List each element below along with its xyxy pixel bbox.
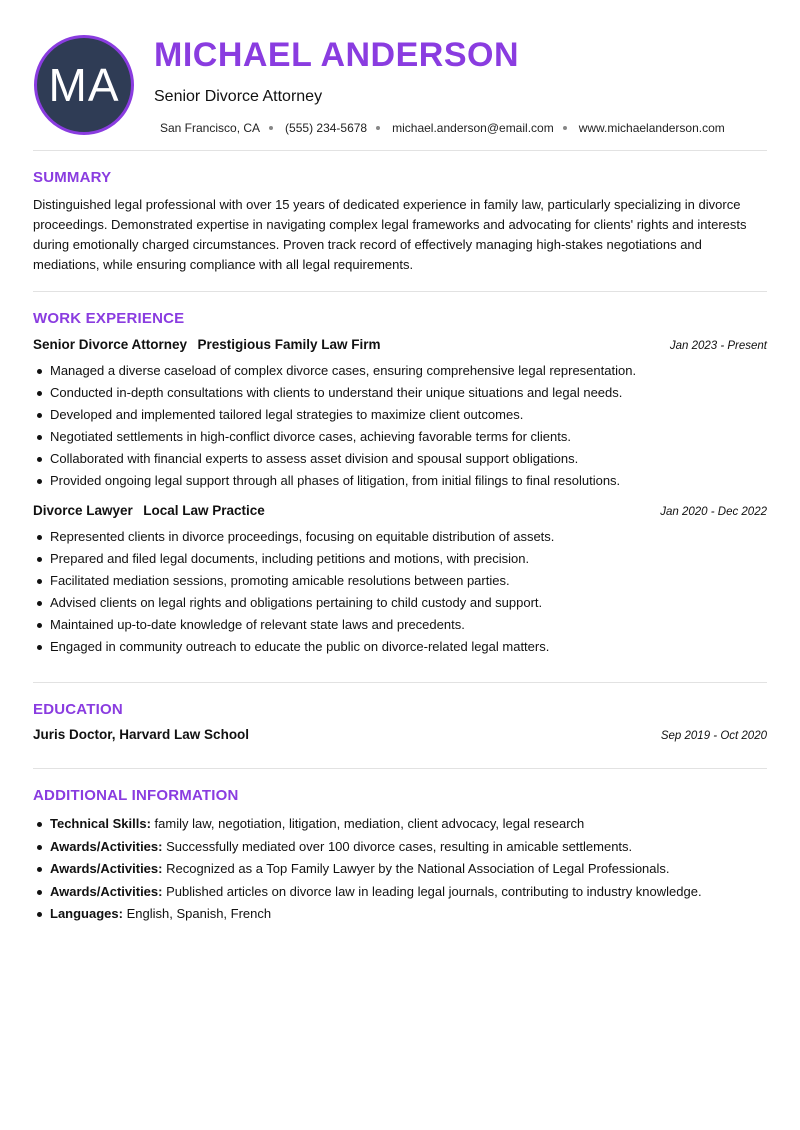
info-text: family law, negotiation, litigation, mediation, client advocacy, legal research (154, 816, 585, 831)
job-bullets (33, 360, 767, 492)
contact-phone: (555) 234-5678 (285, 121, 368, 135)
job-role: Divorce Lawyer (33, 503, 133, 518)
education-degree: Juris Doctor, Harvard Law School (33, 727, 250, 742)
info-label: Awards/Activities: (50, 883, 163, 899)
section-heading-education: EDUCATION (33, 701, 123, 718)
contact-website[interactable]: www.michaelanderson.com (578, 121, 725, 135)
job-date: Jan 2020 - Dec 2022 (660, 506, 767, 518)
info-label: Technical Skills: (50, 816, 151, 831)
list-item (33, 813, 767, 836)
section-heading-summary: SUMMARY (33, 169, 112, 186)
list-item: Managed a diverse caseload of complex divorce cases, ensuring comprehensive legal representation. (33, 360, 767, 382)
job-company: Prestigious Family Law Firm (197, 337, 381, 352)
job-role: Senior Divorce Attorney (33, 337, 188, 352)
list-item: Provided ongoing legal support through all phases of litigation, from initial filings to final resolutions. (33, 470, 767, 492)
info-label: Awards/Activities: (50, 861, 163, 876)
list-item: Represented clients in divorce proceedings, focusing on equitable distribution of assets. (33, 526, 767, 548)
job-company: Local Law Practice (143, 503, 265, 518)
separator-dot-icon (563, 126, 567, 130)
candidate-name: MICHAEL ANDERSON (154, 36, 520, 74)
contact-email[interactable]: michael.anderson@email.com (392, 121, 554, 135)
separator-dot-icon (376, 126, 380, 130)
list-item (33, 903, 767, 926)
list-item (33, 881, 767, 904)
section-heading-additional: ADDITIONAL INFORMATION (33, 787, 239, 804)
avatar: MA (34, 35, 134, 135)
list-item (33, 858, 767, 881)
summary-text: Distinguished legal professional with over 15 years of dedicated experience in family law, particularly specializing in divorce proceedings. Demonstrated expertise in navigating complex legal frameworks and advocating for clients' rights and interests during emotionally charged circumstances. Proven track record of effectively managing high-stakes negotiations and mediations, while ensuring compliance with all legal requirements. (33, 197, 747, 272)
job-entry (33, 336, 767, 492)
list-item: Advised clients on legal rights and obligations pertaining to child custody and support. (33, 592, 767, 614)
education-entry (33, 727, 767, 742)
list-item: Conducted in-depth consultations with clients to understand their unique situations and legal needs. (33, 382, 767, 404)
list-item: Negotiated settlements in high-conflict divorce cases, achieving favorable terms for clients. (33, 426, 767, 448)
job-title: Senior Divorce Attorney (154, 88, 323, 105)
list-item: Engaged in community outreach to educate the public on divorce-related legal matters. (33, 636, 767, 658)
job-bullets (33, 526, 767, 658)
info-text: English, Spanish, French (126, 906, 272, 921)
list-item (33, 836, 767, 859)
info-label: Languages: (50, 906, 123, 921)
info-text: Successfully mediated over 100 divorce cases, resulting in amicable settlements. (166, 838, 633, 854)
job-header (33, 502, 767, 520)
section-heading-experience: WORK EXPERIENCE (33, 310, 185, 327)
education-date: Sep 2019 - Oct 2020 (660, 730, 767, 742)
separator-dot-icon (269, 126, 273, 130)
info-text: Recognized as a Top Family Lawyer by the National Association of Legal Professionals. (166, 861, 670, 876)
experience-section (33, 292, 767, 682)
contact-info (160, 121, 725, 135)
job-entry (33, 502, 767, 658)
info-text: Published articles on divorce law in leading legal journals, contributing to industry knowledge. (166, 883, 702, 899)
additional-list (33, 813, 767, 926)
contact-location: San Francisco, CA (160, 121, 261, 135)
list-item: Developed and implemented tailored legal strategies to maximize client outcomes. (33, 404, 767, 426)
list-item: Maintained up-to-date knowledge of relevant state laws and precedents. (33, 614, 767, 636)
list-item: Facilitated mediation sessions, promoting amicable resolutions between parties. (33, 570, 767, 592)
additional-section (33, 769, 767, 926)
education-section (33, 683, 767, 742)
job-date: Jan 2023 - Present (669, 340, 767, 352)
resume-header (33, 0, 767, 150)
list-item: Collaborated with financial experts to assess asset division and spousal support obligations. (33, 448, 767, 470)
list-item: Prepared and filed legal documents, including petitions and motions, with precision. (33, 548, 767, 570)
info-label: Awards/Activities: (50, 838, 163, 854)
summary-section (33, 151, 767, 275)
job-header (33, 336, 767, 354)
